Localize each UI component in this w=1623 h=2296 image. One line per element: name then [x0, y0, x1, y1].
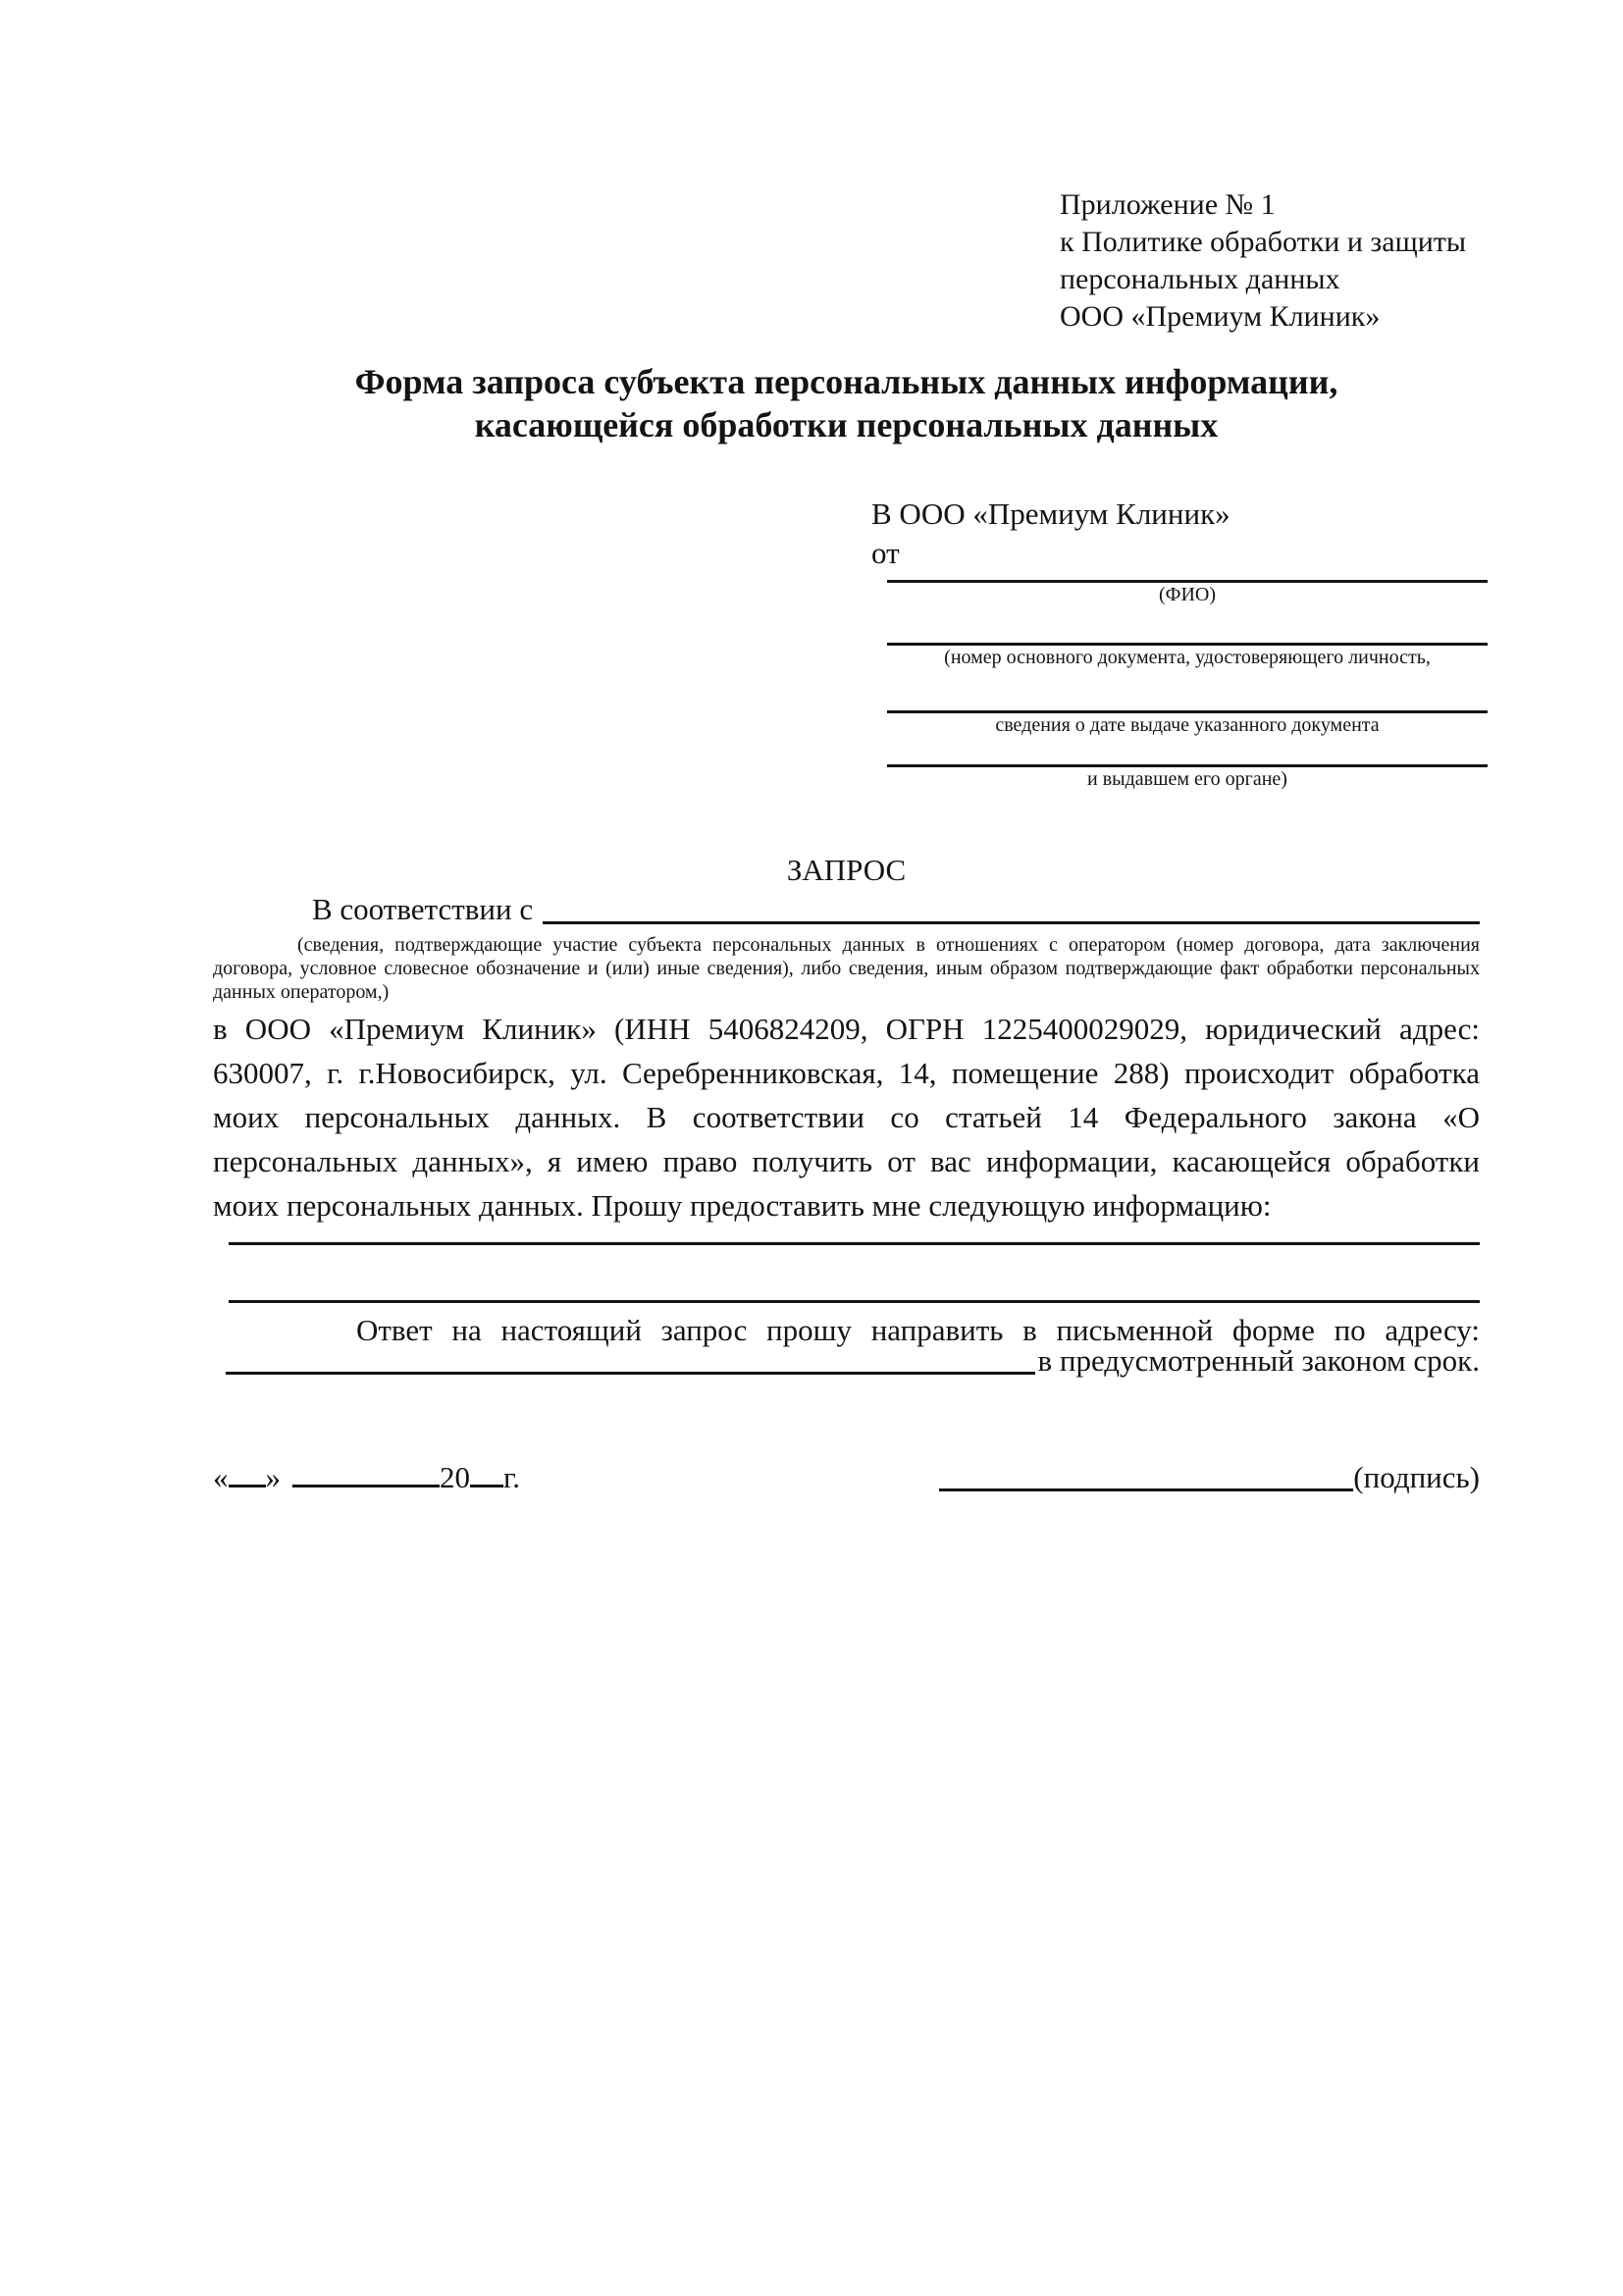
document-title-line-2: касающейся обработки персональных данных [474, 405, 1219, 444]
appendix-line-3: персональных данных [1060, 263, 1340, 295]
reply-sentence: Ответ на настоящий запрос прошу направить в письменной форме по адресу: [356, 1313, 1480, 1347]
date-group [213, 1459, 520, 1496]
info-blank-line-1 [229, 1242, 1480, 1245]
document-number-caption: (номер основного документа, удостоверяющего личность, [944, 647, 1431, 668]
request-body-text: в ООО «Премиум Клиник» (ИНН 5406824209, ОГРН 1225400029029, юридический адрес: 630007, г. г.Новосибирск, ул. Серебренниковская, 14, помещение 288) происходит обработка моих персональных данных. В соответствии со статьей 14 Федерального закона «О персональных данных», я имею право получить от вас информации, касающейся обработки моих персональных данных. Прошу предоставить мне следующую информацию: [213, 1012, 1480, 1223]
accordance-blank-line [543, 921, 1480, 924]
fio-caption: (ФИО) [1158, 584, 1216, 605]
recipient-block [871, 495, 1488, 791]
date-year-blank [470, 1482, 503, 1487]
info-blank-line-2 [229, 1300, 1480, 1303]
footnote-text: (сведения, подтверждающие участие субъекта персональных данных в отношениях с оператором (номер договора, дата заключения договора, условное словесное обозначение и (или) иные сведения), либо сведения, иным образом подтверждающие факт обработки персональных данных оператором,) [213, 934, 1480, 1003]
signature-group [939, 1459, 1480, 1496]
request-heading: ЗАПРОС [786, 853, 907, 887]
date-open-quote: « [213, 1460, 229, 1494]
appendix-line-2: к Политике обработки и защиты [1060, 226, 1467, 258]
appendix-line-1: Приложение № 1 [1060, 188, 1276, 221]
reply-address-row [213, 1342, 1480, 1380]
date-year-suffix: г. [503, 1460, 520, 1494]
reply-address-blank-line [226, 1372, 1035, 1375]
accordance-label: В соответствии с [312, 892, 534, 926]
issue-date-caption: сведения о дате выдаче указанного документа [995, 714, 1380, 736]
appendix-line-4: ООО «Премиум Клиник» [1060, 300, 1381, 333]
date-month-blank [292, 1482, 440, 1487]
appendix-header [1060, 186, 1466, 336]
reply-tail-text: в предусмотренный законом срок. [1037, 1343, 1480, 1378]
date-year-prefix: 20 [440, 1460, 470, 1494]
date-close-quote: » [265, 1460, 281, 1494]
signature-caption: (подпись) [1353, 1460, 1480, 1494]
date-day-blank [229, 1482, 266, 1487]
recipient-organization: В ООО «Премиум Клиник» [871, 496, 1230, 531]
from-label: от [871, 536, 900, 570]
document-title-line-1: Форма запроса субъекта персональных данных информации, [354, 362, 1338, 401]
accordance-row [213, 891, 1480, 928]
issuing-authority-caption: и выдавшем его органе) [1087, 768, 1287, 790]
document-title [213, 360, 1480, 446]
signature-blank-line [939, 1486, 1353, 1491]
date-signature-row [213, 1459, 1480, 1496]
